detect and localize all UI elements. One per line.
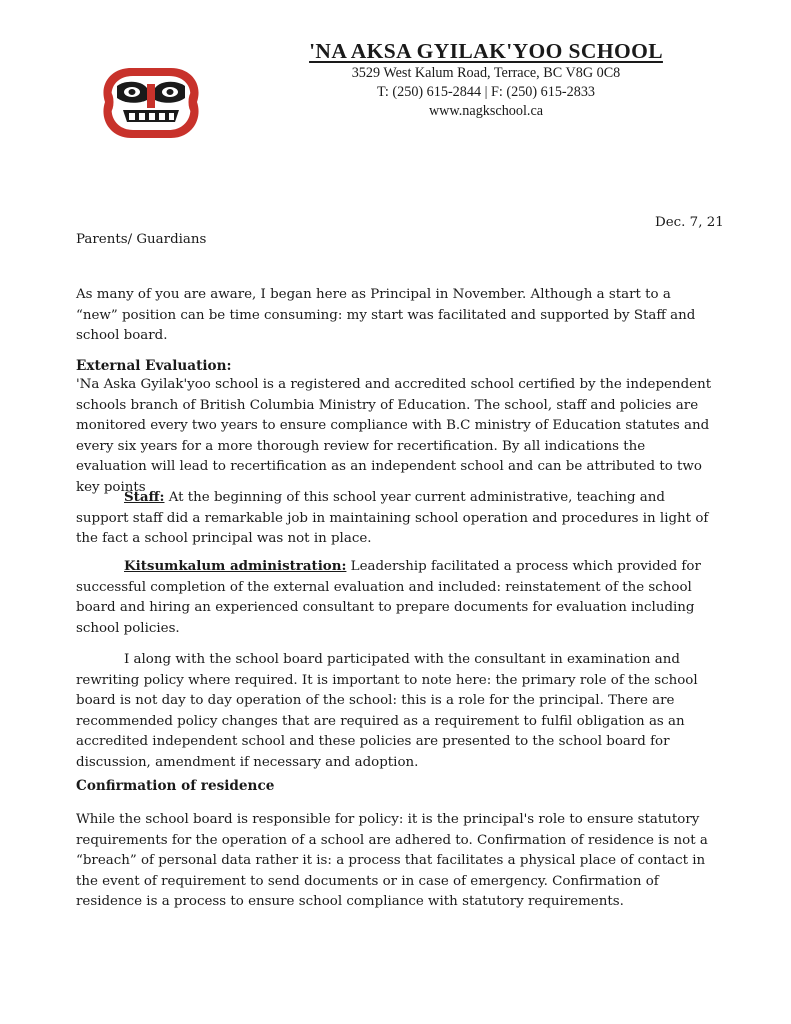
school-website: www.nagkschool.ca bbox=[428, 103, 544, 119]
policy-paragraph: I along with the school board participated with the consultant in examination and rewriting policy where required. It is important to note here: the primary role of the school board is not day to day operation of the school: this is a role for the principal. There are recommended policy changes that are required as a requirement to fulfil obligation as an accredited independent school and these policies are presented to the school board for discussion, amendment if necessary and adoption. bbox=[76, 652, 698, 770]
kitsumkalum-text: Leadership facilitated a process which provided for successful completion of the external evaluation and included: reinstatement of the school board and hiring an experienced consultant to prepare documents for evaluation including school policies. bbox=[76, 559, 701, 636]
school-name: 'NA AKSA GYILAK'YOO SCHOOL bbox=[309, 39, 663, 63]
school-phone-fax: T: (250) 615-2844 | F: (250) 615-2833 bbox=[376, 84, 596, 100]
staff-text: At the beginning of this school year current administrative, teaching and support staff did a remarkable job in maintaining school operation and procedures in light of the fact a school principal was not in place. bbox=[76, 490, 709, 546]
staff-label: Staff: bbox=[124, 489, 165, 505]
haida-formline-crest-icon bbox=[95, 62, 207, 142]
external-evaluation-heading: External Evaluation: bbox=[76, 358, 232, 374]
school-address: 3529 West Kalum Road, Terrace, BC V8G 0C8 bbox=[351, 65, 621, 81]
confirmation-paragraph: While the school board is responsible for policy: it is the principal's role to ensure statutory requirements for the operation of a school are adhered to. Confirmation of residence is not a “breach” of personal data rather it is: a process that facilitates a physical place of contact in the event of requirement to send documents or in case of emergency. Confirmation of residence is a process to ensure school compliance with statutory requirements. bbox=[76, 812, 708, 909]
kitsumkalum-paragraph bbox=[76, 556, 716, 639]
confirmation-heading: Confirmation of residence bbox=[76, 778, 275, 794]
letterhead bbox=[300, 38, 672, 121]
salutation: Parents/ Guardians bbox=[76, 232, 207, 247]
intro-paragraph: As many of you are aware, I began here as Principal in November. Although a start to a “new” position can be time consuming: my start was facilitated and supported by Staff and school board. bbox=[76, 287, 696, 343]
kitsumkalum-label: Kitsumkalum administration: bbox=[124, 558, 347, 574]
staff-paragraph bbox=[76, 487, 716, 550]
letter-date: Dec. 7, 21 bbox=[655, 215, 724, 230]
external-evaluation-paragraph: 'Na Aska Gyilak'yoo school is a registered and accredited school certified by the independent schools branch of British Columbia Ministry of Education. The school, staff and policies are monitored every two years to ensure compliance with B.C ministry of Education statutes and every six years for a more thorough review for recertification. By all indications the evaluation will lead to recertification as an independent school and can be attributed to two key points bbox=[76, 377, 712, 495]
